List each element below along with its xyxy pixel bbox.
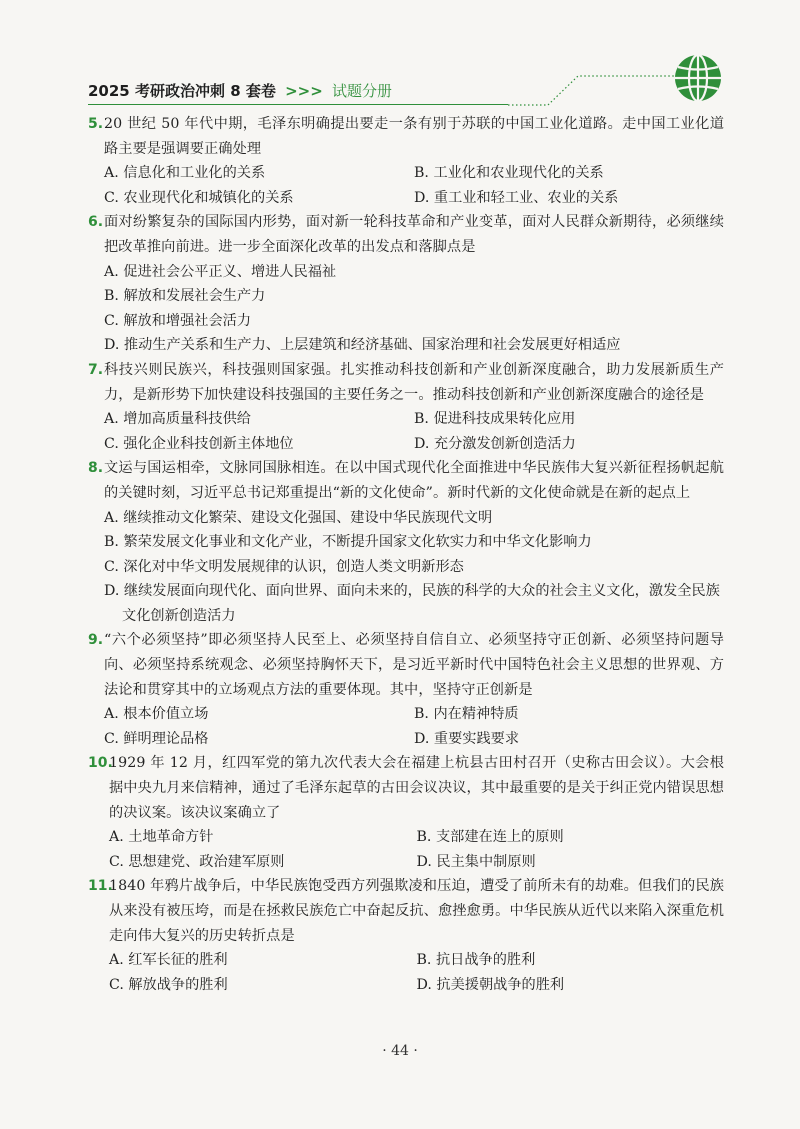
option-list <box>104 407 724 456</box>
option-a[interactable]: A. 红军长征的胜利 <box>109 952 228 969</box>
option-b[interactable]: B. 工业化和农业现代化的关系 <box>414 165 604 182</box>
option-a[interactable]: A. 信息化和工业化的关系 <box>104 165 266 182</box>
option-a[interactable]: A. 增加高质量科技供给 <box>104 411 251 428</box>
question-9 <box>88 628 724 751</box>
option-b[interactable]: B. 解放和发展社会生产力 <box>104 288 266 305</box>
question-stem: “六个必须坚持”即必须坚持人民至上、必须坚持自信自立、必须坚持守正创新、必须坚持问题导向、必须坚持系统观念、必须坚持胸怀天下，是习近平新时代中国特色社会主义思想的世界观、方法论和贯穿其中的立场观点方法的重要体现。其中，坚持守正创新是 <box>104 632 724 698</box>
question-stem: 1929 年 12 月，红四军党的第九次代表大会在福建上杭县古田村召开（史称古田会议）。大会根据中央九月来信精神，通过了毛泽东起草的古田会议决议，其中最重要的是关于纠正党内错误思想的决议案。该决议案确立了 <box>109 755 724 821</box>
question-number: 5. <box>88 116 104 132</box>
question-5 <box>88 112 724 210</box>
option-list <box>104 161 724 210</box>
option-list <box>109 825 724 874</box>
option-c[interactable]: C. 强化企业科技创新主体地位 <box>104 435 294 452</box>
question-number: 8. <box>88 460 104 477</box>
page-number: · 44 · <box>382 1043 418 1059</box>
option-a[interactable]: A. 根本价值立场 <box>104 706 209 723</box>
question-number: 11. <box>88 878 113 895</box>
question-number: 10. <box>88 755 113 772</box>
header-title <box>88 80 392 101</box>
option-d[interactable]: D. 重要实践要求 <box>414 730 520 747</box>
header-rule <box>88 104 508 105</box>
question-number: 6. <box>88 214 104 231</box>
option-a[interactable]: A. 继续推动文化繁荣、建设文化强国、建设中华民族现代文明 <box>104 509 493 526</box>
question-stem: 科技兴则民族兴，科技强则国家强。扎实推动科技创新和产业创新深度融合，助力发展新质生产力，是新形势下加快建设科技强国的主要任务之一。推动科技创新和产业创新深度融合的途径是 <box>104 361 724 403</box>
question-list <box>88 112 724 997</box>
option-c[interactable]: C. 深化对中华文明发展规律的认识，创造人类文明新形态 <box>104 558 464 575</box>
question-number: 7. <box>88 361 104 378</box>
option-d[interactable]: D. 继续发展面向现代化、面向世界、面向未来的，民族的科学的大众的社会主义文化，激发全民族文化创新创造活力 <box>104 583 720 624</box>
header-arrows: >>> <box>285 82 323 100</box>
question-11 <box>88 874 724 997</box>
option-d[interactable]: D. 重工业和轻工业、农业的关系 <box>414 189 619 206</box>
option-c[interactable]: C. 思想建党、政治建军原则 <box>109 853 285 870</box>
option-b[interactable]: B. 抗日战争的胜利 <box>416 952 536 969</box>
question-stem: 面对纷繁复杂的国际国内形势，面对新一轮科技革命和产业变革，面对人民群众新期待，必须继续把改革推向前进。进一步全面深化改革的出发点和落脚点是 <box>104 214 724 255</box>
option-a[interactable]: A. 土地革命方针 <box>109 829 214 846</box>
option-d[interactable]: D. 推动生产关系和生产力、上层建筑和经济基础、国家治理和社会发展更好相适应 <box>104 337 621 354</box>
question-7 <box>88 358 724 456</box>
option-d[interactable]: D. 民主集中制原则 <box>416 853 536 870</box>
question-stem: 20 世纪 50 年代中期，毛泽东明确提出要走一条有别于苏联的中国工业化道路。走中国工业化道路主要是强调要正确处理 <box>104 116 724 157</box>
book-title: 2025 考研政治冲刺 8 套卷 <box>88 82 276 100</box>
option-b[interactable]: B. 促进科技成果转化应用 <box>414 411 576 428</box>
option-c[interactable]: C. 鲜明理论品格 <box>104 730 209 747</box>
option-d[interactable]: D. 抗美援朝战争的胜利 <box>416 976 565 993</box>
option-c[interactable]: C. 解放战争的胜利 <box>109 976 228 993</box>
option-list <box>104 260 724 358</box>
globe-logo-icon <box>672 52 724 104</box>
question-stem: 文运与国运相牵，文脉同国脉相连。在以中国式现代化全面推进中华民族伟大复兴新征程扬帆起航的关键时刻，习近平总书记郑重提出“新的文化使命”。新时代新的文化使命就是在新的起点上 <box>104 460 724 501</box>
option-c[interactable]: C. 解放和增强社会活力 <box>104 312 252 329</box>
option-b[interactable]: B. 支部建在连上的原则 <box>416 829 564 846</box>
option-list <box>104 702 724 751</box>
option-list <box>109 948 724 997</box>
question-number: 9. <box>88 632 104 649</box>
question-10 <box>88 751 724 874</box>
question-8 <box>88 456 724 628</box>
option-b[interactable]: B. 繁荣发展文化事业和文化产业，不断提升国家文化软实力和中华文化影响力 <box>104 534 592 551</box>
page-header <box>88 72 728 112</box>
option-c[interactable]: C. 农业现代化和城镇化的关系 <box>104 189 294 206</box>
section-subtitle: 试题分册 <box>332 82 393 100</box>
option-list <box>104 506 724 629</box>
option-b[interactable]: B. 内在精神特质 <box>414 706 519 723</box>
option-a[interactable]: A. 促进社会公平正义、增进人民福祉 <box>104 263 337 280</box>
question-6 <box>88 210 724 358</box>
option-d[interactable]: D. 充分激发创新创造活力 <box>414 435 576 452</box>
question-stem: 1840 年鸦片战争后，中华民族饱受西方列强欺凌和压迫，遭受了前所未有的劫难。但我们的民族从来没有被压垮，而是在拯救民族危亡中奋起反抗、愈挫愈勇。中华民族从近代以来陷入深重危机走向伟大复兴的历史转折点是 <box>109 878 724 944</box>
